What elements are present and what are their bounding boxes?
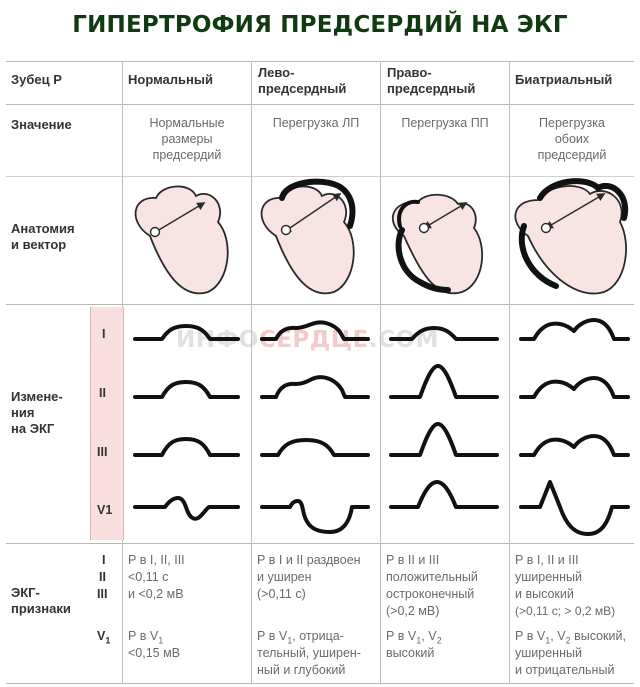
sign-biatrial-v1-3: и отрицательный — [515, 663, 615, 677]
signs-lead-III: III — [97, 587, 108, 601]
ecg-signs-label-line1: ЭКГ- — [11, 585, 40, 600]
ecg-normal-III — [135, 439, 238, 455]
sign-biatrial-limb-1: Р в I, II и III — [515, 553, 579, 567]
sign-biatrial-v1-1: Р в $V_1$, $V_2$ высокий, — [515, 629, 626, 646]
sign-normal-limb-1: Р в I, II, III — [128, 553, 185, 567]
ecg-left-V1 — [262, 501, 368, 532]
ecg-right-III — [391, 424, 497, 455]
col-head-normal: Нормальный — [128, 72, 213, 87]
ecg-biatrial-III — [521, 436, 628, 455]
signs-lead-II: II — [99, 570, 106, 584]
sign-normal-limb-3: и <0,2 мВ — [128, 587, 184, 601]
ecg-right-V1 — [391, 482, 497, 507]
sign-biatrial-limb-2: уширенный — [515, 570, 582, 584]
sign-left-limb-3: (>0,11 с) — [257, 587, 306, 601]
sign-right-limb-4: (>0,2 мВ) — [386, 604, 440, 618]
sign-normal-v1-1: Р в $V_1$ — [128, 629, 164, 646]
col-head-biatrial: Биатриальный — [515, 72, 613, 87]
meaning-normal-line3: предсердий — [152, 148, 222, 162]
ecg-biatrial-V1 — [521, 482, 628, 534]
meaning-left: Перегрузка ЛП — [272, 116, 360, 130]
ecg-normal-V1 — [135, 498, 238, 519]
ecg-left-III — [262, 440, 368, 455]
sign-biatrial-limb-3: и высокий — [515, 587, 574, 601]
ecg-right-II — [391, 366, 497, 397]
ecg-normal-I — [135, 326, 238, 339]
lead-label-I: I — [102, 327, 106, 341]
sign-left-limb-1: Р в I и II раздвоен — [257, 553, 361, 567]
ecg-biatrial-II — [521, 378, 628, 397]
heart-biatrial-icon — [515, 181, 626, 293]
col-head-left-line1: Лево- — [258, 65, 295, 80]
ecg-left-I — [262, 322, 368, 339]
lead-label-III: III — [97, 445, 108, 459]
meaning-biatrial-line2: обоих — [554, 132, 590, 146]
page-title: ГИПЕРТРОФИЯ ПРЕДСЕРДИЙ НА ЭКГ — [72, 12, 568, 38]
sign-left-v1-1: Р в $V_1$, отрица- — [257, 629, 344, 646]
ecg-biatrial-I — [521, 320, 628, 339]
sign-biatrial-v1-2: уширенный — [515, 646, 582, 660]
sign-right-limb-2: положительный — [386, 570, 478, 584]
ecg-right-I — [391, 328, 497, 339]
sign-left-v1-2: тельный, уширен- — [257, 646, 361, 660]
signs-lead-I: I — [102, 553, 106, 567]
sign-left-v1-3: ный и глубокий — [257, 663, 346, 677]
sign-normal-limb-2: <0,11 с — [128, 570, 169, 584]
col-head-left-line2: предсердный — [258, 81, 347, 96]
ecg-signs-label-line2: признаки — [11, 601, 71, 616]
corner-label: Зубец Р — [11, 72, 62, 87]
signs-lead-V1: $V_1$ — [97, 629, 111, 646]
anatomy-label-line1: Анатомия — [11, 221, 75, 236]
ecg-normal-II — [135, 382, 238, 397]
heart-normal-icon — [136, 186, 228, 293]
meaning-label: Значение — [11, 117, 72, 132]
meaning-biatrial-line3: предсердий — [537, 148, 607, 162]
ecg-changes-label-line2: ния — [11, 405, 35, 420]
col-head-right-line1: Право- — [387, 65, 432, 80]
meaning-normal-line1: Нормальные — [149, 116, 225, 130]
meaning-biatrial-line1: Перегрузка — [539, 116, 605, 130]
col-head-right-line2: предсердный — [387, 81, 476, 96]
ecg-changes-label-line3: на ЭКГ — [11, 421, 55, 436]
sign-right-v1-1: Р в $V_1$, $V_2$ — [386, 629, 442, 646]
sign-right-limb-1: Р в II и III — [386, 553, 440, 567]
sign-right-limb-3: остроконечный — [386, 587, 475, 601]
ecg-left-II — [262, 377, 368, 397]
ecg-changes-label-line1: Измене- — [11, 389, 63, 404]
heart-left-atrial-icon — [262, 182, 354, 294]
anatomy-label-line2: и вектор — [11, 237, 67, 252]
lead-label-II: II — [99, 386, 106, 400]
sign-biatrial-limb-4: (>0,11 с; > 0,2 мВ) — [515, 604, 616, 618]
heart-right-atrial-icon — [393, 195, 482, 294]
watermark: ИНФОСЕРДЦЕ.COM — [176, 327, 439, 353]
sign-left-limb-2: и уширен — [257, 570, 312, 584]
lead-label-V1: V1 — [97, 503, 113, 517]
sign-normal-v1-2: <0,15 мВ — [128, 646, 181, 660]
meaning-normal-line2: размеры — [161, 132, 213, 146]
meaning-right: Перегрузка ПП — [401, 116, 489, 130]
sign-right-v1-2: высокий — [386, 646, 435, 660]
